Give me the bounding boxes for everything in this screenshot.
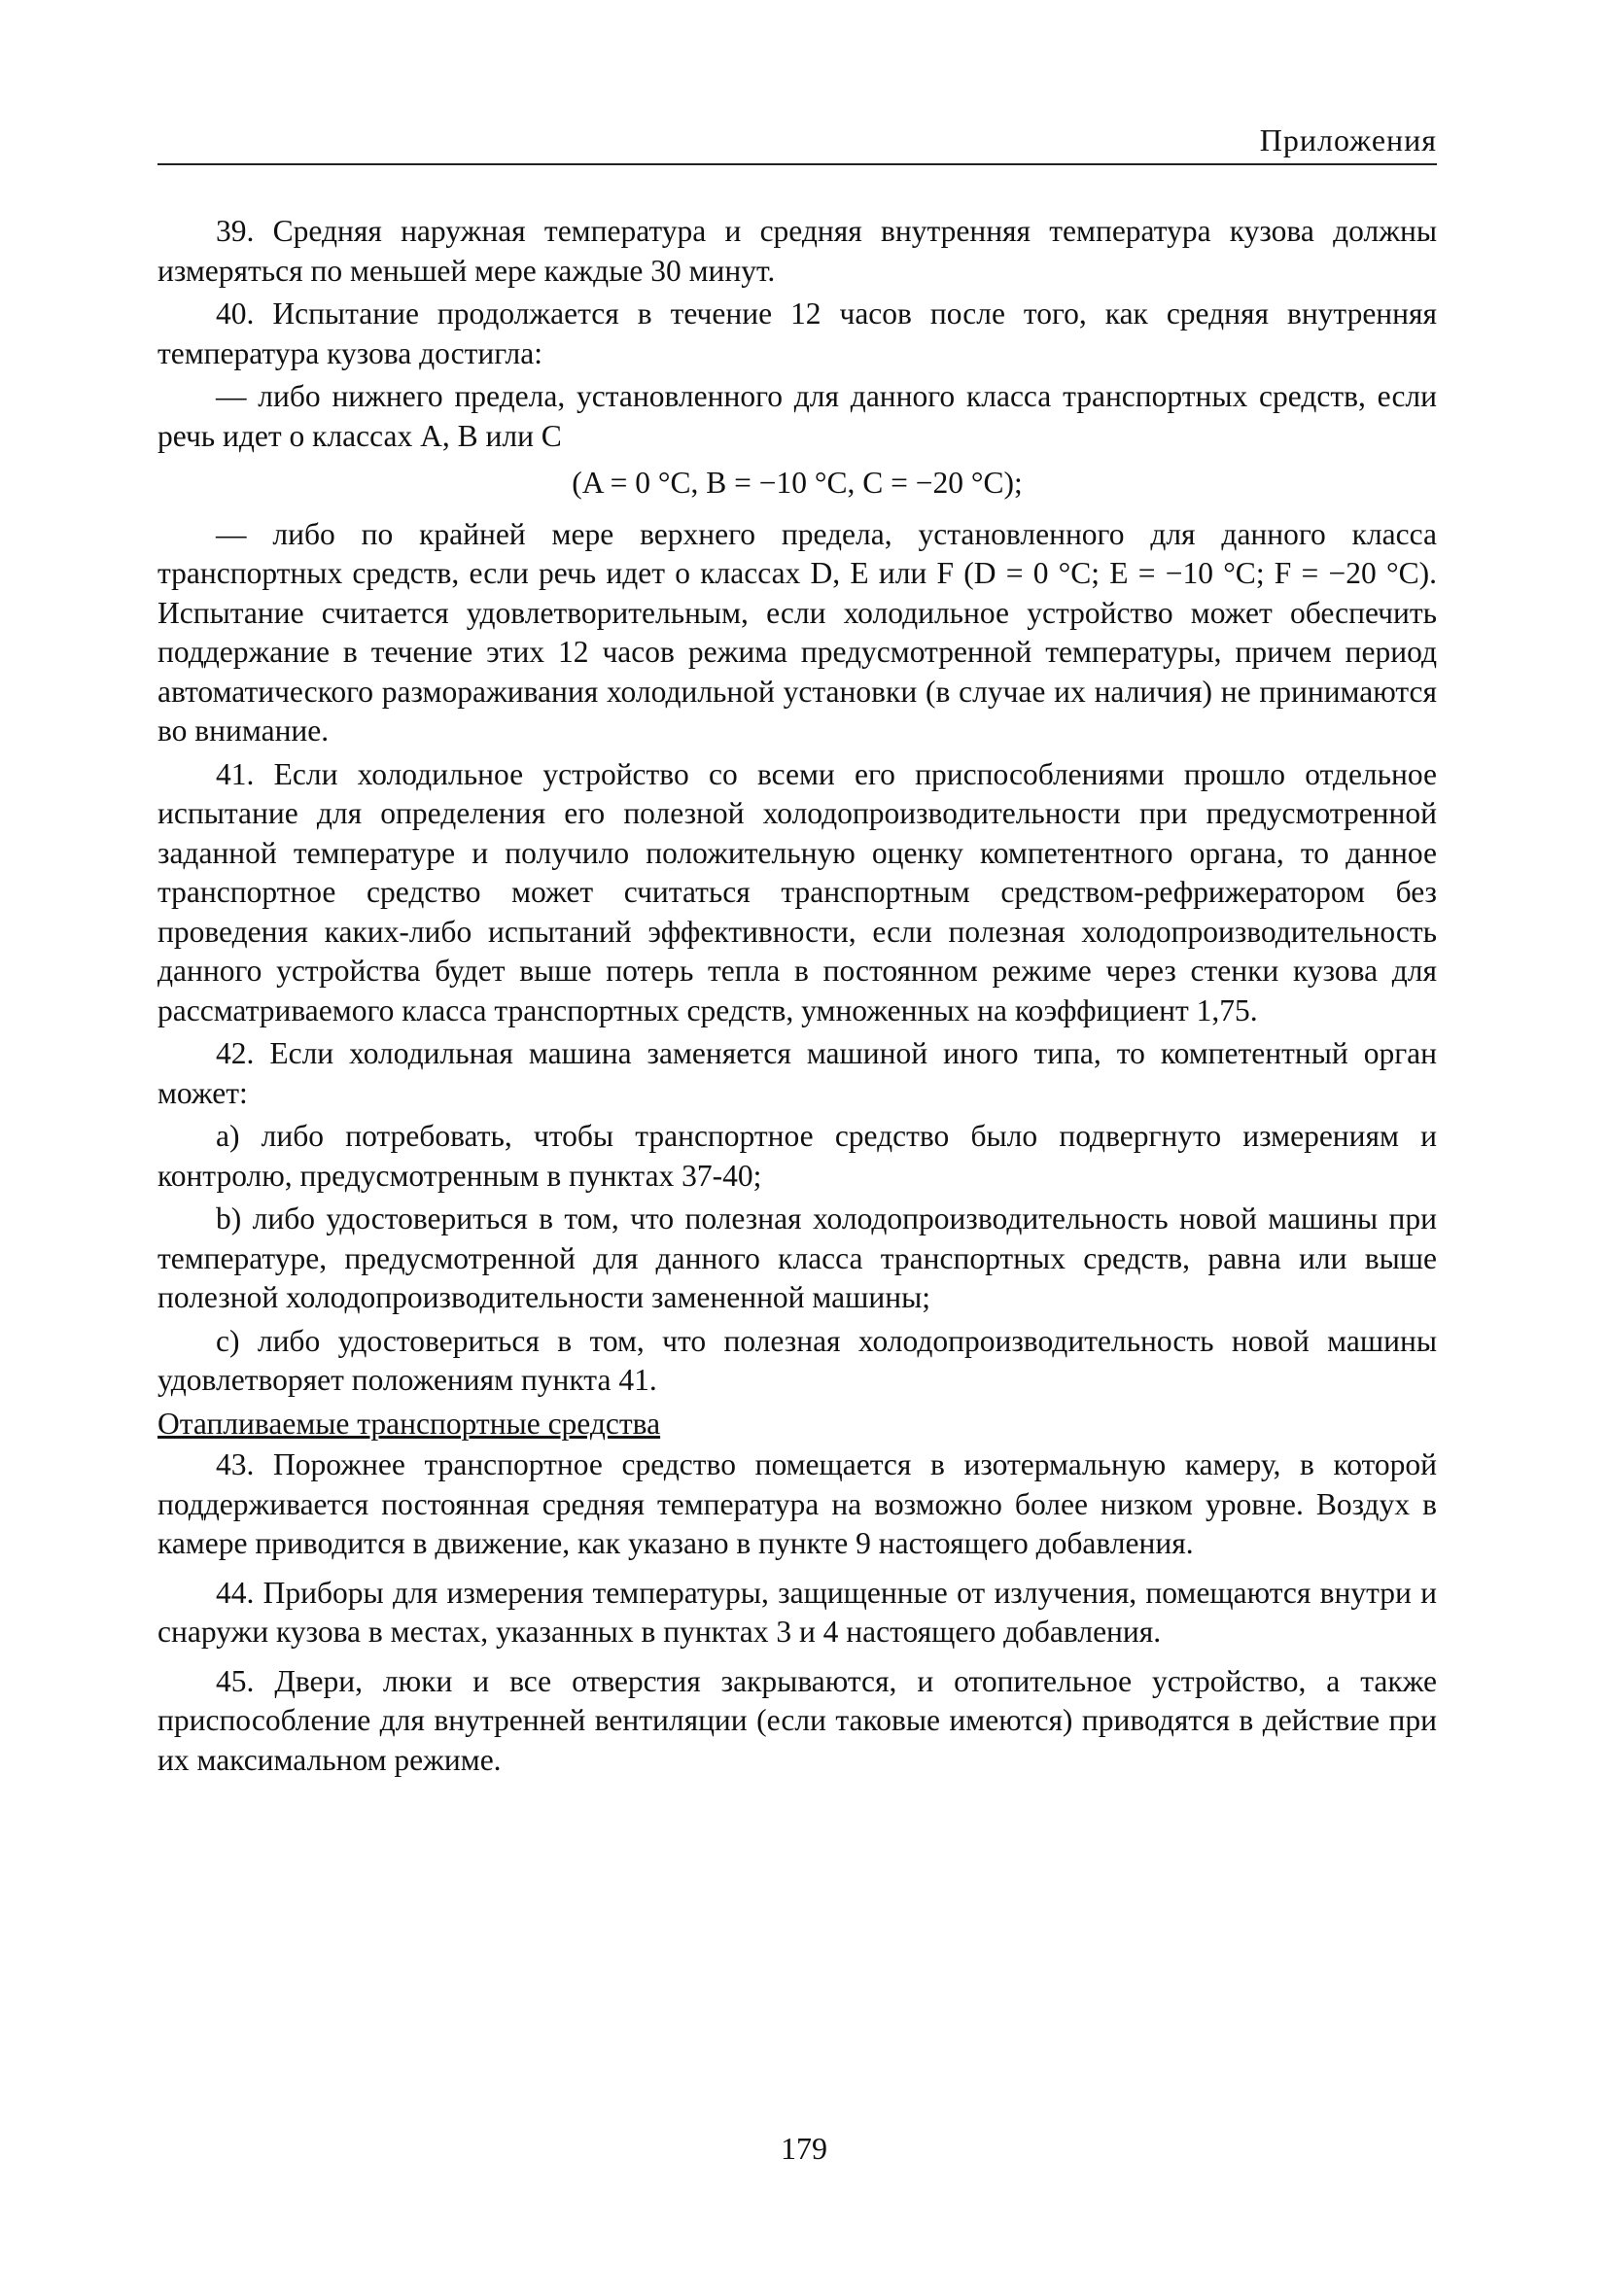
section-heading-text: Отапливаемые транспортные средства (157, 1406, 661, 1441)
paragraph-42-c: c) либо удостовериться в том, что полезная холодопроизводительность новой машины удовлетворяет положениям пункта 41. (157, 1323, 1437, 1397)
paragraph-40-item-1: — либо нижнего предела, установленного для данного класса транспортных средств, если речь идет о классах A, B или C (157, 379, 1437, 453)
paragraph-41: 41. Если холодильное устройство со всеми его приспособлениями прошло отдельное испытание для определения его полезной холодопроизводительности при предусмотренной заданной температуре и получило положительную оценку компетентного органа, то данное транспортное средство может считаться транспортным средством-рефрижератором без проведения каких-либо испытаний эффективности, если полезная холодопроизводительность данного устройства будет выше потерь тепла в постоянном режиме через стенки кузова для рассматриваемого класса транспортных средств, умноженных на коэффициент 1,75. (157, 756, 1437, 1027)
paragraph-43: 43. Порожнее транспортное средство помещается в изотермальную камеру, в которой поддерживается постоянная средняя температура на возможно более низком уровне. Воздух в камере приводится в движение, как указано в пункте 9 настоящего добавления. (157, 1447, 1437, 1560)
header-title: Приложения (1259, 122, 1437, 157)
formula-abc: (A = 0 °C, B = −10 °C, C = −20 °C); (572, 466, 1023, 500)
paragraph-42-b: b) либо удостовериться в том, что полезная холодопроизводительность новой машины при температуре, предусмотренной для данного класса транспортных средств, равна или выше полезной холодопроизводительности замененной машины; (157, 1201, 1437, 1314)
paragraph-45: 45. Двери, люки и все отверстия закрываются, и отопительное устройство, а также приспособление для внутренней вентиляции (если таковые имеются) приводятся в действие при их максимальном режиме. (157, 1663, 1437, 1777)
paragraph-42: 42. Если холодильная машина заменяется машиной иного типа, то компетентный орган может: (157, 1036, 1437, 1110)
paragraph-40-item-2: — либо по крайней мере верхнего предела, установленного для данного класса транспортных средств, если речь идет о классах D, E или F (D = 0 °C; E = −10 °C; F = −20 °C). Испытание считается удовлетворительным, если холодильное устройство может обеспечить поддержание в течение этих 12 часов режима предусмотренной температуры, причем период автоматического размораживания холодильной установки (в случае их наличия) не принимаются во внимание. (157, 516, 1437, 748)
paragraph-44: 44. Приборы для измерения температуры, защищенные от излучения, помещаются внутри и снаружи кузова в местах, указанных в пунктах 3 и 4 настоящего добавления. (157, 1575, 1437, 1649)
section-heading (157, 1405, 1437, 1444)
running-header (157, 119, 1437, 165)
document-body (157, 212, 1437, 1784)
paragraph-40: 40. Испытание продолжается в течение 12 часов после того, как средняя внутренняя температура кузова достигла: (157, 296, 1437, 370)
paragraph-42-a: a) либо потребовать, чтобы транспортное средство было подвергнуто измерениям и контролю, предусмотренным в пунктах 37-40; (157, 1119, 1437, 1193)
page-number: 179 (781, 2131, 827, 2166)
paragraph-39: 39. Средняя наружная температура и средняя внутренняя температура кузова должны измеряться по меньшей мере каждые 30 минут. (157, 214, 1437, 288)
